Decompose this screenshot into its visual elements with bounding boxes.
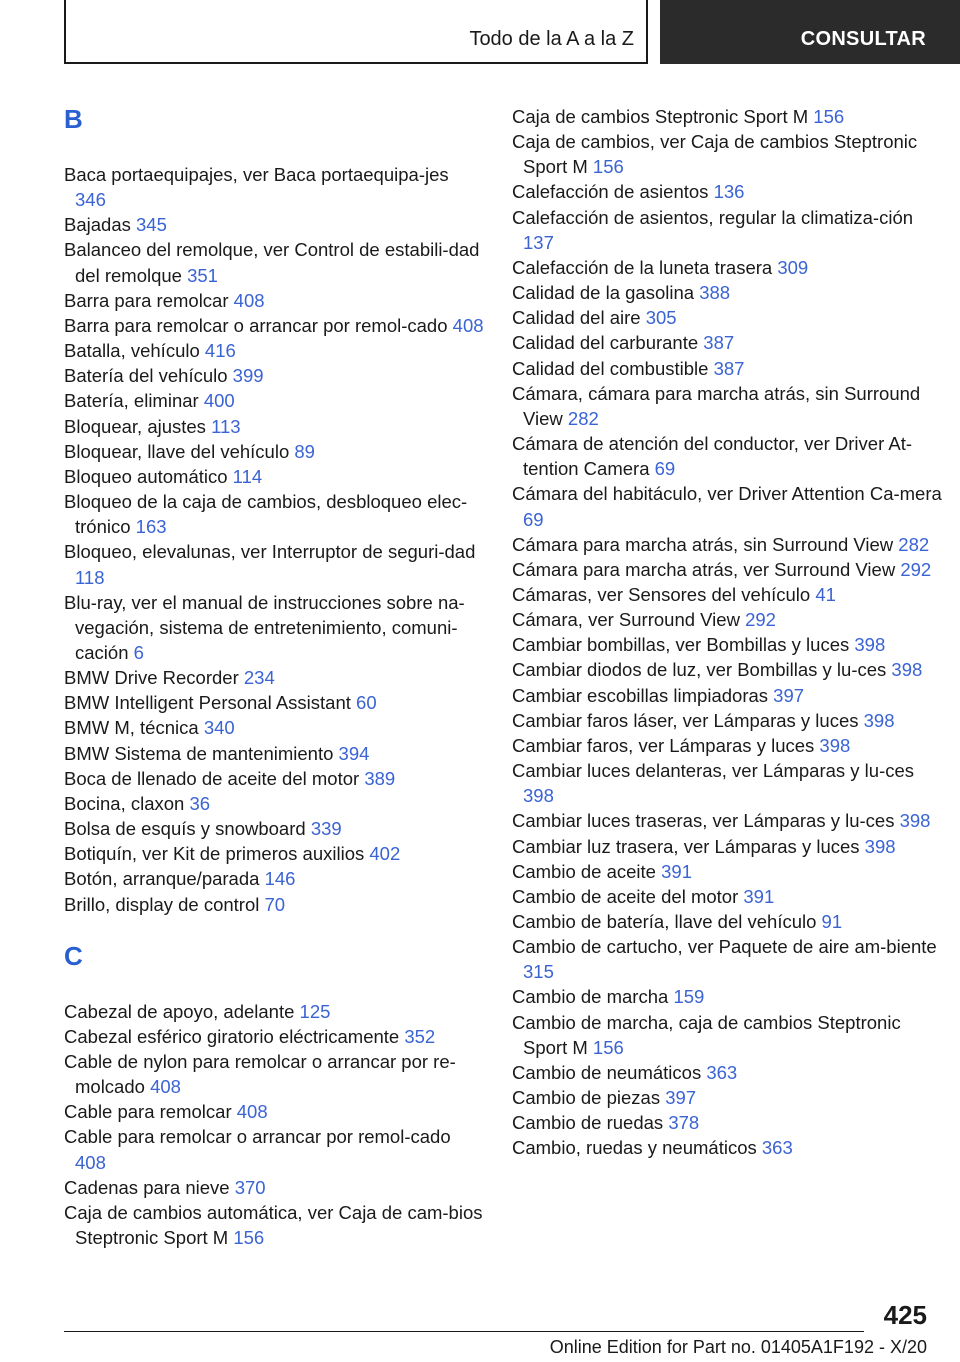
entry-text: Bloqueo automático	[64, 465, 228, 487]
entry-text: Calefacción de asientos	[512, 181, 709, 203]
page-link[interactable]: 114	[232, 465, 263, 487]
index-entry	[512, 1085, 942, 1110]
page-link[interactable]: 391	[743, 885, 775, 907]
page-link[interactable]: 416	[204, 340, 236, 362]
index-entry	[64, 1200, 484, 1250]
entry-text: Cámara para marcha atrás, sin Surround View	[512, 533, 894, 555]
entry-text: Cambio de piezas	[512, 1087, 661, 1109]
entry-text: Bloquear, ajustes	[64, 415, 206, 437]
page-link[interactable]: 408	[236, 1101, 268, 1123]
entry-text: Calidad del aire	[512, 307, 641, 329]
page-link[interactable]: 387	[713, 357, 745, 379]
entry-text: Cambiar faros láser, ver Lámparas y luces	[512, 709, 859, 731]
entry-text: Cámara, ver Surround View	[512, 609, 740, 631]
index-entry	[512, 481, 942, 531]
index-entry	[64, 791, 484, 816]
entry-text: Cambio de marcha, caja de cambios Steptronic Sport M	[512, 1011, 901, 1058]
footer-divider	[64, 1331, 864, 1332]
page-link[interactable]: 378	[668, 1112, 700, 1134]
entry-text: Batería, eliminar	[64, 390, 199, 412]
page-link[interactable]: 398	[863, 709, 895, 731]
entry-text: Caja de cambios automática, ver Caja de cam‐bios Steptronic Sport M	[64, 1201, 483, 1249]
page-link[interactable]: 125	[299, 1000, 331, 1022]
entry-text: Brillo, display de control	[64, 893, 260, 915]
page-link[interactable]: 370	[234, 1176, 266, 1198]
index-entry	[512, 255, 942, 280]
page-link[interactable]: 345	[136, 214, 167, 236]
page-link[interactable]: 400	[203, 390, 235, 412]
index-entry	[512, 205, 942, 255]
entry-text: Cambiar luces traseras, ver Lámparas y lu‐ces	[512, 810, 895, 832]
page-link[interactable]: 60	[356, 692, 377, 714]
index-entry	[64, 741, 484, 766]
entry-text: Calidad de la gasolina	[512, 282, 695, 304]
page-number: 425	[883, 1300, 927, 1330]
entry-text: BMW Intelligent Personal Assistant	[64, 692, 351, 714]
index-entry	[64, 665, 484, 690]
index-entry	[512, 632, 942, 657]
index-entry	[512, 708, 942, 733]
entry-text: Cable para remolcar	[64, 1101, 232, 1123]
entry-text: Barra para remolcar o arrancar por remol‐cado	[64, 314, 448, 336]
entry-text: Cambiar luces delanteras, ver Lámparas y lu‐ces	[512, 760, 915, 782]
entry-text: Cable para remolcar o arrancar por remol‐cado	[64, 1126, 451, 1148]
index-entry	[64, 1175, 484, 1200]
index-entry	[64, 388, 484, 413]
entry-text: Batería del vehículo	[64, 365, 228, 387]
index-entry	[64, 1049, 484, 1099]
index-entry	[512, 607, 942, 632]
index-entry	[64, 1099, 484, 1124]
index-list-c-continued	[512, 104, 942, 1161]
index-entry	[512, 758, 942, 808]
page-link[interactable]: 234	[243, 667, 275, 689]
entry-text: BMW Sistema de mantenimiento	[64, 742, 334, 764]
entry-text: Cambio de ruedas	[512, 1112, 664, 1134]
page-link[interactable]: 282	[567, 407, 599, 429]
page-link[interactable]: 339	[310, 818, 342, 840]
page-link[interactable]: 156	[813, 106, 845, 127]
entry-text: Cambiar escobillas limpiadoras	[512, 684, 769, 706]
page-link[interactable]: 394	[338, 742, 370, 764]
index-entry	[512, 657, 942, 682]
index-entry	[512, 129, 942, 179]
index-entry	[512, 356, 942, 381]
page-link[interactable]: 388	[699, 282, 731, 304]
entry-text: Cambio de aceite del motor	[512, 885, 739, 907]
page-link[interactable]: 398	[523, 785, 554, 807]
page-link[interactable]: 363	[706, 1061, 738, 1083]
entry-text: Botón, arranque/parada	[64, 868, 260, 890]
entry-text: Calefacción de asientos, regular la climatiza‐ción	[512, 206, 914, 228]
index-entry	[64, 338, 484, 363]
index-entry	[512, 179, 942, 204]
entry-text: Cámara de atención del conductor, ver Driver At‐tention Camera	[512, 433, 912, 480]
index-entry	[512, 1135, 942, 1160]
page-link[interactable]: 69	[523, 508, 544, 530]
entry-text: Cámara para marcha atrás, ver Surround View	[512, 558, 896, 580]
entry-text: Batalla, vehículo	[64, 340, 200, 362]
entry-text: Cabezal de apoyo, adelante	[64, 1000, 295, 1022]
page-link[interactable]: 282	[898, 533, 930, 555]
entry-text: Baca portaequipajes, ver Baca portaequipa‐jes	[64, 164, 449, 185]
index-letter-c: C	[64, 940, 83, 971]
page-link[interactable]: 398	[854, 634, 886, 656]
index-entry	[64, 866, 484, 891]
consult-tab[interactable]	[660, 0, 960, 64]
page-link[interactable]: 408	[452, 314, 484, 336]
page-link[interactable]: 91	[821, 911, 843, 932]
page-link[interactable]: 136	[713, 181, 745, 203]
index-entry	[64, 439, 484, 464]
entry-text: Cabezal esférico giratorio eléctricamente	[64, 1025, 400, 1047]
index-entry	[512, 1060, 942, 1085]
index-entry	[64, 414, 484, 439]
index-entry	[512, 1010, 942, 1060]
entry-text: Cambiar faros, ver Lámparas y luces	[512, 734, 815, 756]
entry-text: Cámara del habitáculo, ver Driver Attention Ca‐mera	[512, 483, 942, 505]
index-entry	[512, 532, 942, 557]
page-link[interactable]: 408	[233, 289, 265, 311]
index-entry	[512, 305, 942, 330]
page-link[interactable]: 340	[203, 717, 235, 739]
entry-text: Cambiar diodos de luz, ver Bombillas y lu‐ces	[512, 659, 887, 681]
index-entry	[512, 1110, 942, 1135]
page-link[interactable]: 398	[891, 659, 923, 681]
entry-text: Cámaras, ver Sensores del vehículo	[512, 583, 811, 605]
page-link[interactable]: 163	[135, 516, 167, 538]
index-entry	[512, 381, 942, 431]
index-entry	[512, 557, 942, 582]
page-link[interactable]: 146	[264, 868, 296, 890]
entry-text: Boca de llenado de aceite del motor	[64, 767, 360, 789]
page-link[interactable]: 156	[233, 1227, 265, 1249]
entry-text: Bloqueo de la caja de cambios, desbloqueo elec‐trónico	[64, 491, 468, 538]
index-list-b	[64, 162, 484, 917]
index-entry	[64, 288, 484, 313]
page-link[interactable]: 352	[404, 1025, 436, 1047]
index-column-right	[512, 104, 942, 1161]
entry-text: Botiquín, ver Kit de primeros auxilios	[64, 843, 365, 865]
entry-text: Cable de nylon para remolcar o arrancar por re‐molcado	[64, 1051, 456, 1098]
entry-text: Caja de cambios Steptronic Sport M	[512, 106, 809, 127]
page-link[interactable]: 118	[75, 566, 105, 588]
index-entry	[512, 280, 942, 305]
section-title: Todo de la A a la Z	[469, 28, 634, 50]
page-link[interactable]: 156	[592, 1036, 624, 1058]
index-list-c	[64, 999, 484, 1251]
page-link[interactable]: 156	[592, 156, 624, 178]
index-entry	[512, 582, 942, 607]
entry-text: Cambio de aceite	[512, 860, 656, 882]
index-entry	[512, 808, 942, 833]
section-tab[interactable]	[64, 0, 648, 64]
entry-text: Cambio de batería, llave del vehículo	[512, 911, 817, 932]
page-link[interactable]: 113	[211, 415, 241, 437]
entry-text: Cambiar luz trasera, ver Lámparas y luces	[512, 835, 860, 857]
page-link[interactable]: 305	[645, 307, 677, 329]
index-entry	[64, 690, 484, 715]
index-entry	[512, 984, 942, 1009]
entry-text: Cambio de marcha	[512, 986, 669, 1008]
entry-text: Bocina, claxon	[64, 792, 185, 814]
page-link[interactable]: 408	[75, 1151, 106, 1173]
page-link[interactable]: 397	[773, 684, 805, 706]
page-link[interactable]: 398	[899, 810, 931, 832]
entry-text: BMW M, técnica	[64, 717, 199, 739]
consult-tab-label: CONSULTAR	[800, 28, 926, 50]
page-link[interactable]: 398	[864, 835, 896, 857]
index-entry	[64, 313, 484, 338]
index-column-left	[64, 104, 484, 1250]
index-entry	[64, 162, 484, 212]
entry-text: Bloqueo, elevalunas, ver Interruptor de seguri‐dad	[64, 541, 476, 563]
entry-text: Bloquear, llave del vehículo	[64, 440, 290, 462]
page-link[interactable]: 309	[777, 256, 809, 278]
entry-text: Cámara, cámara para marcha atrás, sin Surround View	[512, 382, 921, 429]
index-entry	[64, 363, 484, 388]
index-entry	[512, 431, 942, 481]
page-link[interactable]: 363	[761, 1137, 793, 1159]
page-link[interactable]: 292	[745, 609, 776, 631]
index-letter-b: B	[64, 104, 83, 134]
page-link[interactable]: 346	[75, 189, 106, 211]
index-entry	[64, 590, 484, 665]
index-entry	[64, 212, 484, 237]
entry-text: BMW Drive Recorder	[64, 667, 239, 689]
page-link[interactable]: 398	[819, 734, 851, 756]
page-link[interactable]: 408	[150, 1076, 181, 1098]
index-entry	[64, 1024, 484, 1049]
entry-text: Calidad del carburante	[512, 332, 699, 354]
index-entry	[64, 766, 484, 791]
index-entry	[64, 999, 484, 1024]
index-entry	[64, 237, 484, 287]
entry-text: Bolsa de esquís y snowboard	[64, 818, 306, 840]
index-entry	[512, 330, 942, 355]
entry-text: Balanceo del remolque, ver Control de estabili‐dad del remolque	[64, 239, 480, 286]
index-entry	[512, 909, 942, 934]
edition-footer: Online Edition for Part no. 01405A1F192 - X/20	[549, 1337, 927, 1357]
index-entry	[512, 934, 942, 984]
entry-text: Barra para remolcar	[64, 289, 229, 311]
entry-text: Cambio, ruedas y neumáticos	[512, 1137, 757, 1159]
entry-text: Cambiar bombillas, ver Bombillas y luces	[512, 634, 850, 656]
entry-text: Calidad del combustible	[512, 357, 709, 379]
page-link[interactable]: 6	[133, 641, 144, 663]
index-entry	[64, 892, 484, 917]
index-entry	[512, 859, 942, 884]
index-entry	[64, 539, 484, 589]
index-entry	[64, 715, 484, 740]
entry-text: Bajadas	[64, 214, 131, 236]
entry-text: Caja de cambios, ver Caja de cambios Steptronic Sport M	[512, 131, 918, 178]
page-link[interactable]: 402	[369, 843, 401, 865]
page-link[interactable]: 69	[654, 458, 676, 480]
index-entry	[512, 104, 942, 129]
page-link[interactable]: 399	[232, 365, 264, 387]
page-link[interactable]: 36	[189, 792, 211, 814]
page-link[interactable]: 70	[264, 893, 286, 915]
page-link[interactable]: 89	[294, 440, 315, 462]
page-link[interactable]: 137	[523, 231, 554, 253]
page-link[interactable]: 387	[703, 332, 735, 354]
page-link[interactable]: 391	[661, 860, 692, 882]
index-entry	[64, 489, 484, 539]
page-link[interactable]: 397	[665, 1087, 697, 1109]
page-link[interactable]: 41	[815, 583, 836, 605]
index-entry	[512, 834, 942, 859]
index-entry	[64, 816, 484, 841]
index-entry	[512, 683, 942, 708]
index-entry	[64, 841, 484, 866]
index-entry	[512, 733, 942, 758]
entry-text: Blu-ray, ver el manual de instrucciones sobre na‐vegación, sistema de entretenimiento, comuni‐cación	[64, 591, 465, 663]
entry-text: Calefacción de la luneta trasera	[512, 256, 773, 278]
entry-text: Cadenas para nieve	[64, 1176, 230, 1198]
page-link[interactable]: 315	[523, 961, 554, 983]
index-entry	[64, 1124, 484, 1174]
entry-text: Cambio de neumáticos	[512, 1061, 702, 1083]
page-link[interactable]: 389	[364, 767, 396, 789]
entry-text: Cambio de cartucho, ver Paquete de aire am‐biente	[512, 936, 937, 958]
index-entry	[64, 464, 484, 489]
page-link[interactable]: 159	[673, 986, 705, 1008]
page-link[interactable]: 292	[900, 558, 932, 580]
index-entry	[512, 884, 942, 909]
page-link[interactable]: 351	[187, 264, 218, 286]
